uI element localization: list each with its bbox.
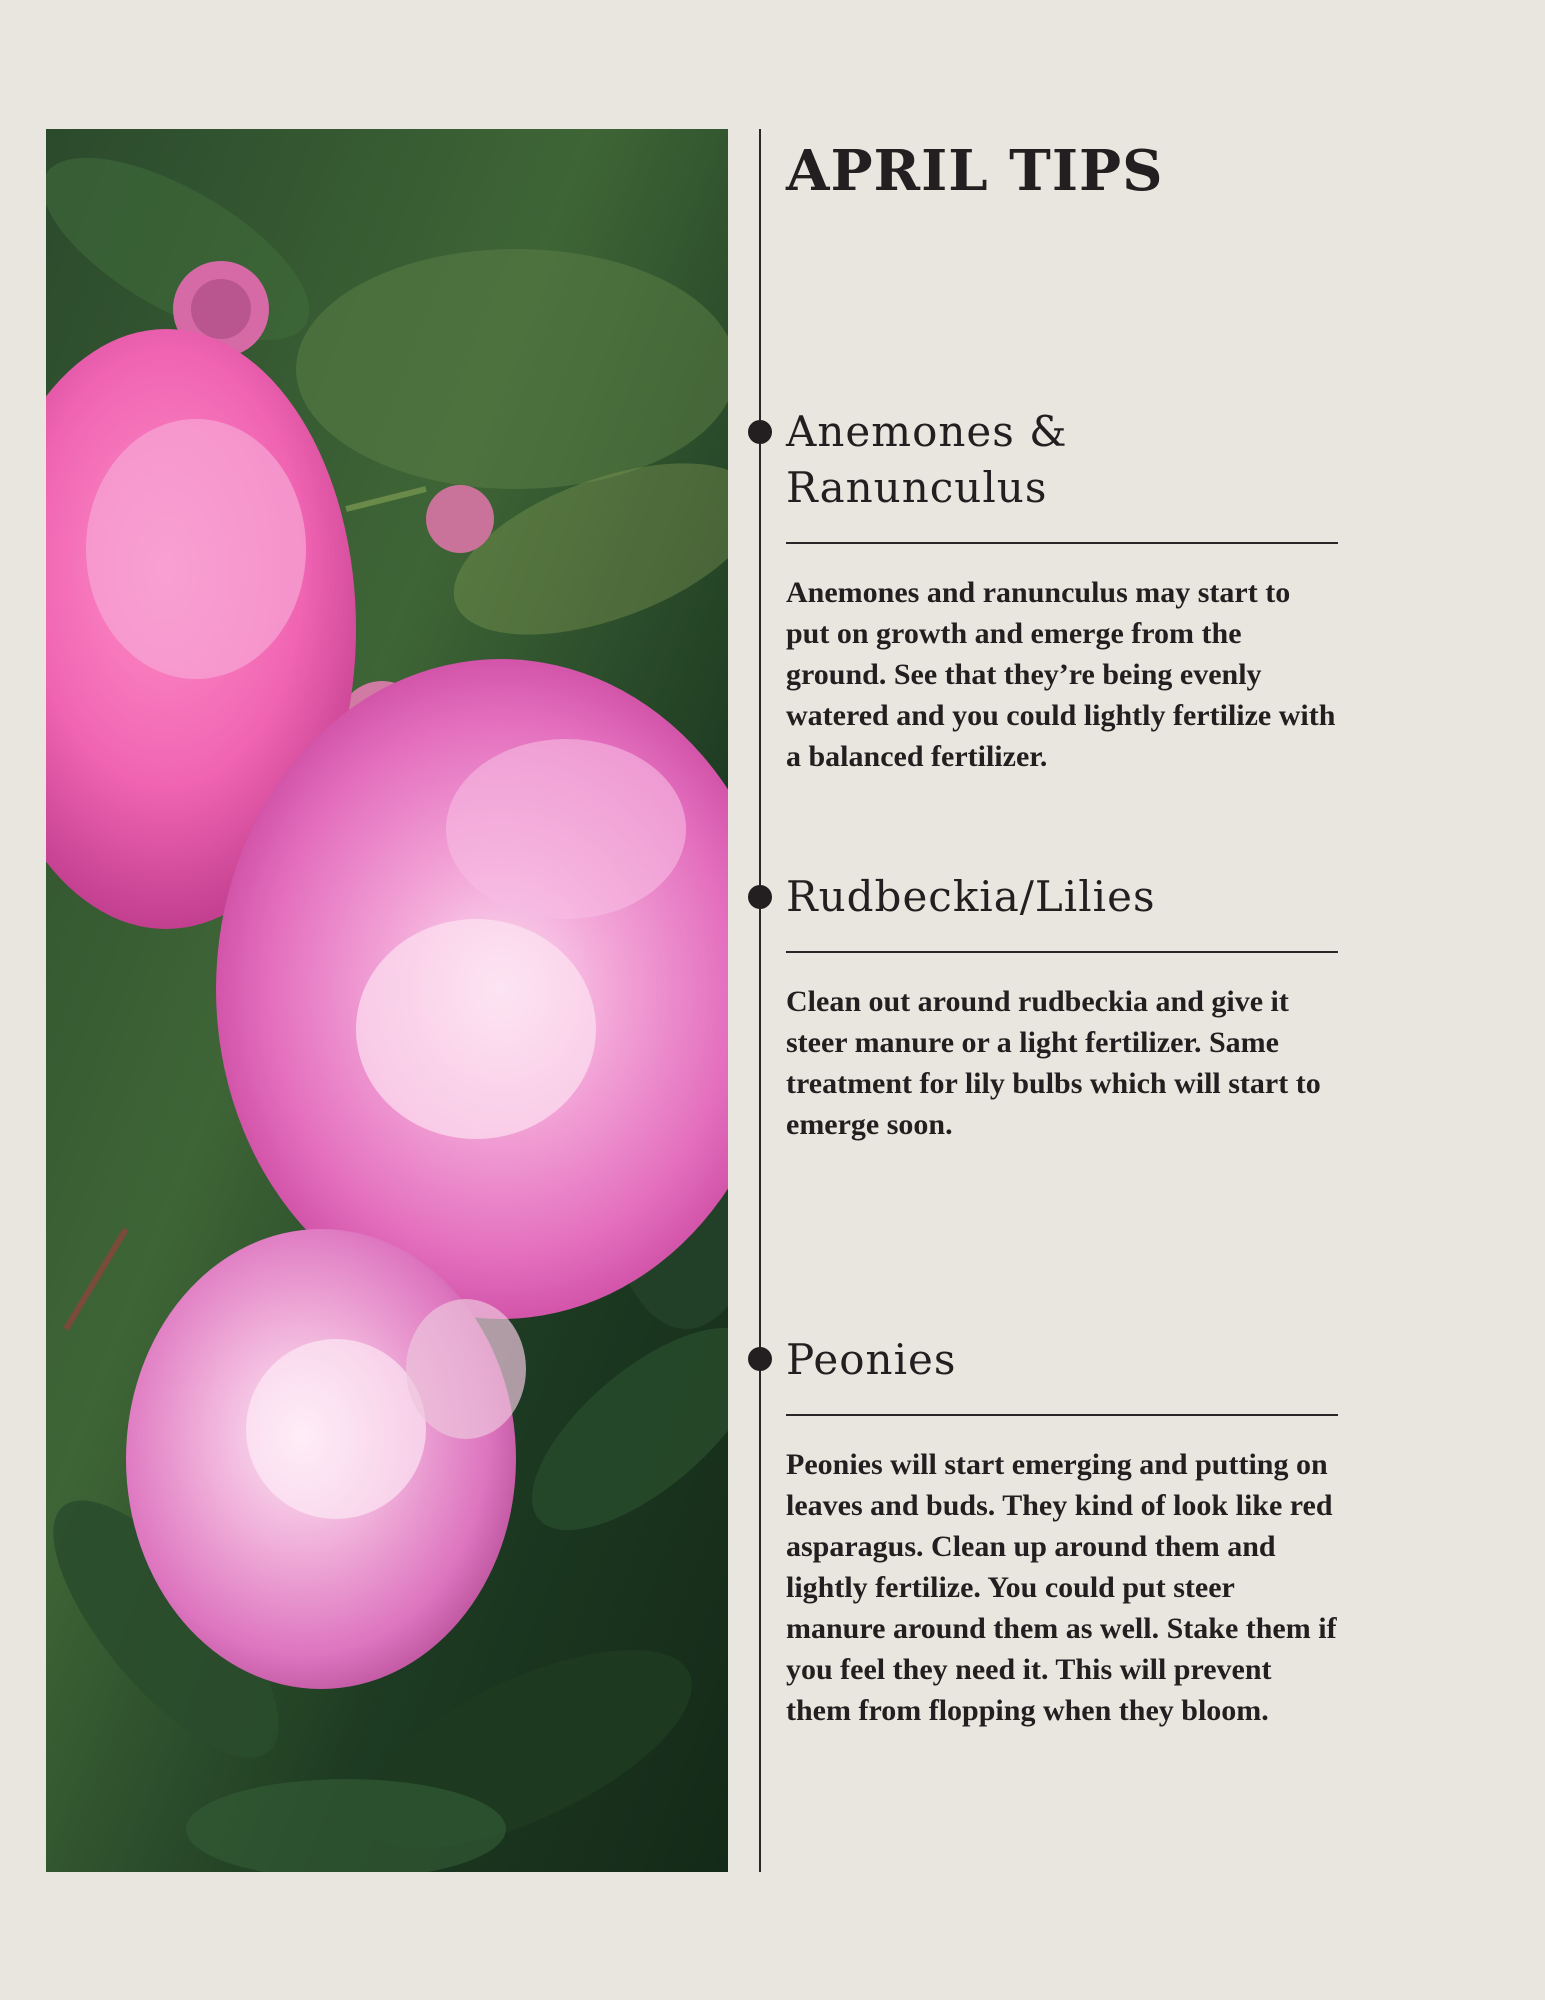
tip-section-anemones	[786, 404, 1338, 777]
section-heading: Peonies	[786, 1335, 957, 1384]
page-title: APRIL TIPS	[786, 138, 1164, 204]
peony-photo	[46, 129, 728, 1872]
section-divider	[786, 1414, 1338, 1416]
section-heading: Anemones & Ranunculus	[786, 407, 1068, 512]
tip-section-rudbeckia	[786, 869, 1338, 1145]
section-body: Peonies will start emerging and putting on leaves and buds. They kind of look like red asparagus. Clean up around them and lightly fertilize. You could put steer manure around them as well. Stake them if you feel they need it. This will prevent them from flopping when they bloom.	[786, 1448, 1337, 1727]
tip-section-peonies	[786, 1332, 1338, 1731]
section-body: Anemones and ranunculus may start to put on growth and emerge from the ground. See that they’re being evenly watered and you could lightly fertilize with a balanced fertilizer.	[786, 576, 1336, 773]
section-body: Clean out around rudbeckia and give it steer manure or a light fertilizer. Same treatment for lily bulbs which will start to emerge soon.	[786, 985, 1321, 1141]
timeline-dot	[748, 420, 772, 444]
timeline-dot	[748, 885, 772, 909]
timeline-dot	[748, 1347, 772, 1371]
section-divider	[786, 542, 1338, 544]
section-divider	[786, 951, 1338, 953]
timeline-line	[759, 129, 761, 1872]
section-heading: Rudbeckia/Lilies	[786, 872, 1156, 921]
